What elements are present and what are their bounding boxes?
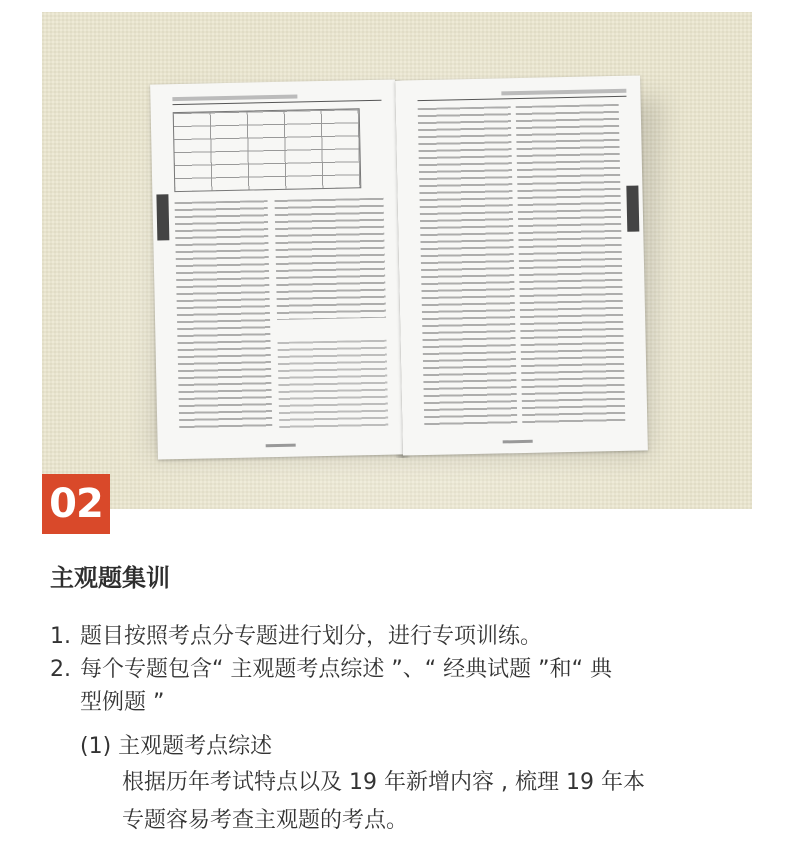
list-item <box>50 652 612 683</box>
section-heading: 主观题集训 <box>50 564 170 592</box>
list-item-text: 每个专题包含“ 主观题考点综述 ”、“ 经典试题 ”和“ 典 <box>80 657 612 682</box>
book-photo <box>42 12 752 509</box>
book-page-left <box>150 79 403 459</box>
subitem-label: (1) 主观题考点综述 <box>80 734 273 759</box>
table-illustration <box>173 108 362 192</box>
section-number-badge: 02 <box>42 474 110 534</box>
list-item-number: 2. <box>50 657 71 682</box>
list-item <box>50 619 542 650</box>
subitem-description: 根据历年考试特点以及 19 年新增内容 , 梳理 19 年本 <box>122 770 645 795</box>
book-page-right <box>395 75 648 455</box>
chapter-tab-right <box>626 186 639 232</box>
subitem-description-continuation: 专题容易考查主观题的考点。 <box>122 808 409 833</box>
list-item-continuation: 型例题 ” <box>80 690 165 715</box>
chapter-tab-left <box>156 194 169 240</box>
list-item-text: 题目按照考点分专题进行划分，进行专项训练。 <box>80 624 543 649</box>
list-item-number: 1. <box>50 624 71 649</box>
